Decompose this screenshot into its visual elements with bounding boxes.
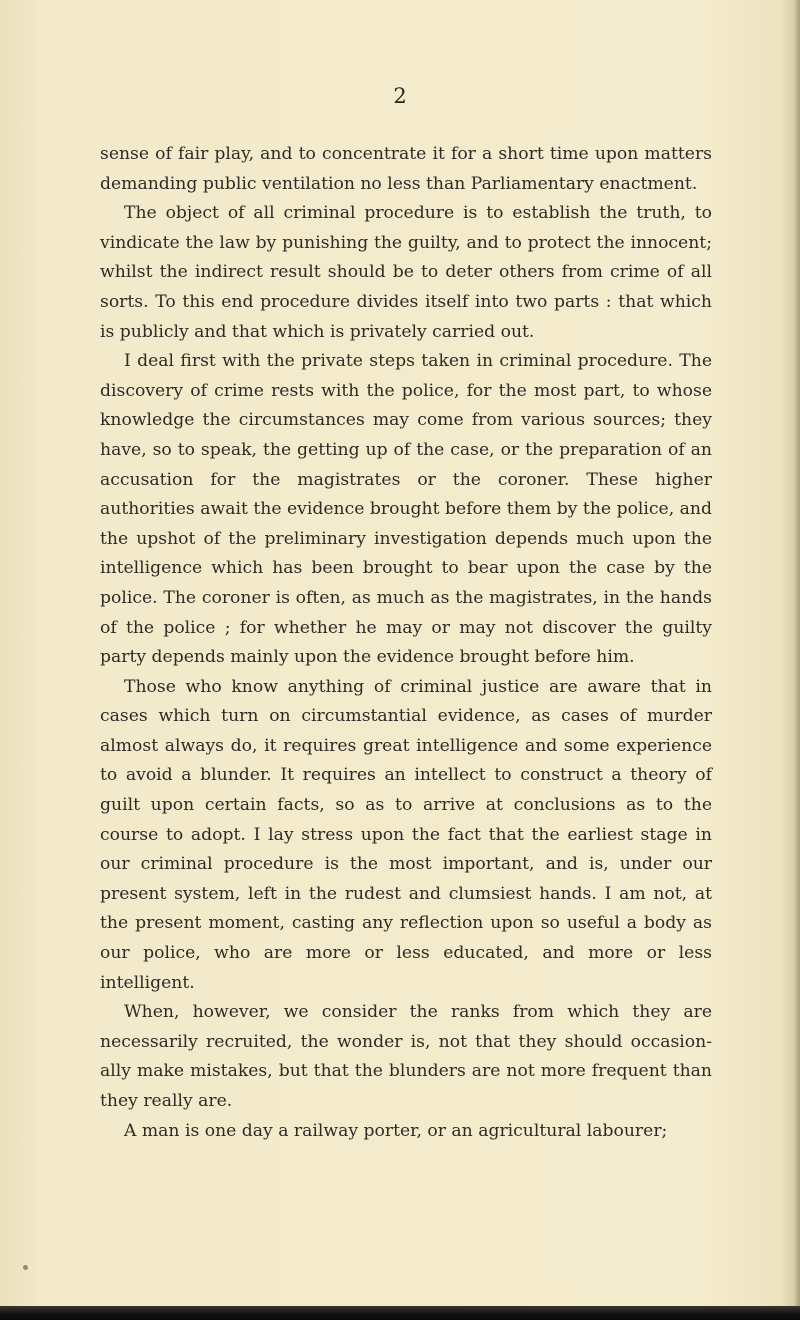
paragraph: A man is one day a railway porter, or an agricultural labourer; [124,1120,668,1141]
paragraph: The object of all criminal procedure is to establish the truth, to vindicate the law by punishing the guilty, and to protect the innocent; whilst the indirect result should be to deter others from crime of all sorts. To this end procedure divides itself into two parts : that which is publicly and that which is privately carried out. [100,203,712,342]
page-edge-shadow [794,0,800,1306]
page-number: 2 [393,84,407,108]
paper-speck [23,1265,28,1270]
scan-bottom-edge [0,1306,800,1320]
paragraph: I deal first with the private steps taken in criminal procedure. The discovery of crime rests with the police, for the most part, to whose knowledge the circumstances may come from various sources; they have, so to speak, the getting up of the case, or the preparation of an accusation for the magistrates or the coroner. These higher authorities await the evidence brought before them by the police, and the upshot of the preliminary investigation depends much upon the intelligence which has been brought to bear upon the case by the police. The coroner is often, as much as the magistrates, in the hands of the police ; for whether he may or may not discover the guilty party depends mainly upon the evidence brought before him. [100,351,712,668]
paragraph: Those who know anything of criminal justice are aware that in cases which turn on circumstantial evidence, as cases of murder almost always do, it requires great intelligence and some experience to avoid a blunder. It requires an intellect to construct a theory of guilt upon certain facts, so as to arrive at conclusions as to the course to adopt. I lay stress upon the fact that the earliest stage in our criminal procedure is the most important, and is, under our present system, left in the rudest and clumsiest hands. I am not, at the present moment, casting any reflection upon so useful a body as our police, who are more or less educated, and more or less intelligent. [100,676,712,993]
body-text [100,140,712,1146]
paragraph: sense of fair play, and to concentrate it for a short time upon matters demanding public ventilation no less than Parliamentary enactment. [100,144,712,194]
paragraph: When, however, we consider the ranks from which they are necessarily recruited, the wonder is, not that they should occasionally make mistakes, but that the blunders are not more frequent than they really are. [100,1002,712,1111]
